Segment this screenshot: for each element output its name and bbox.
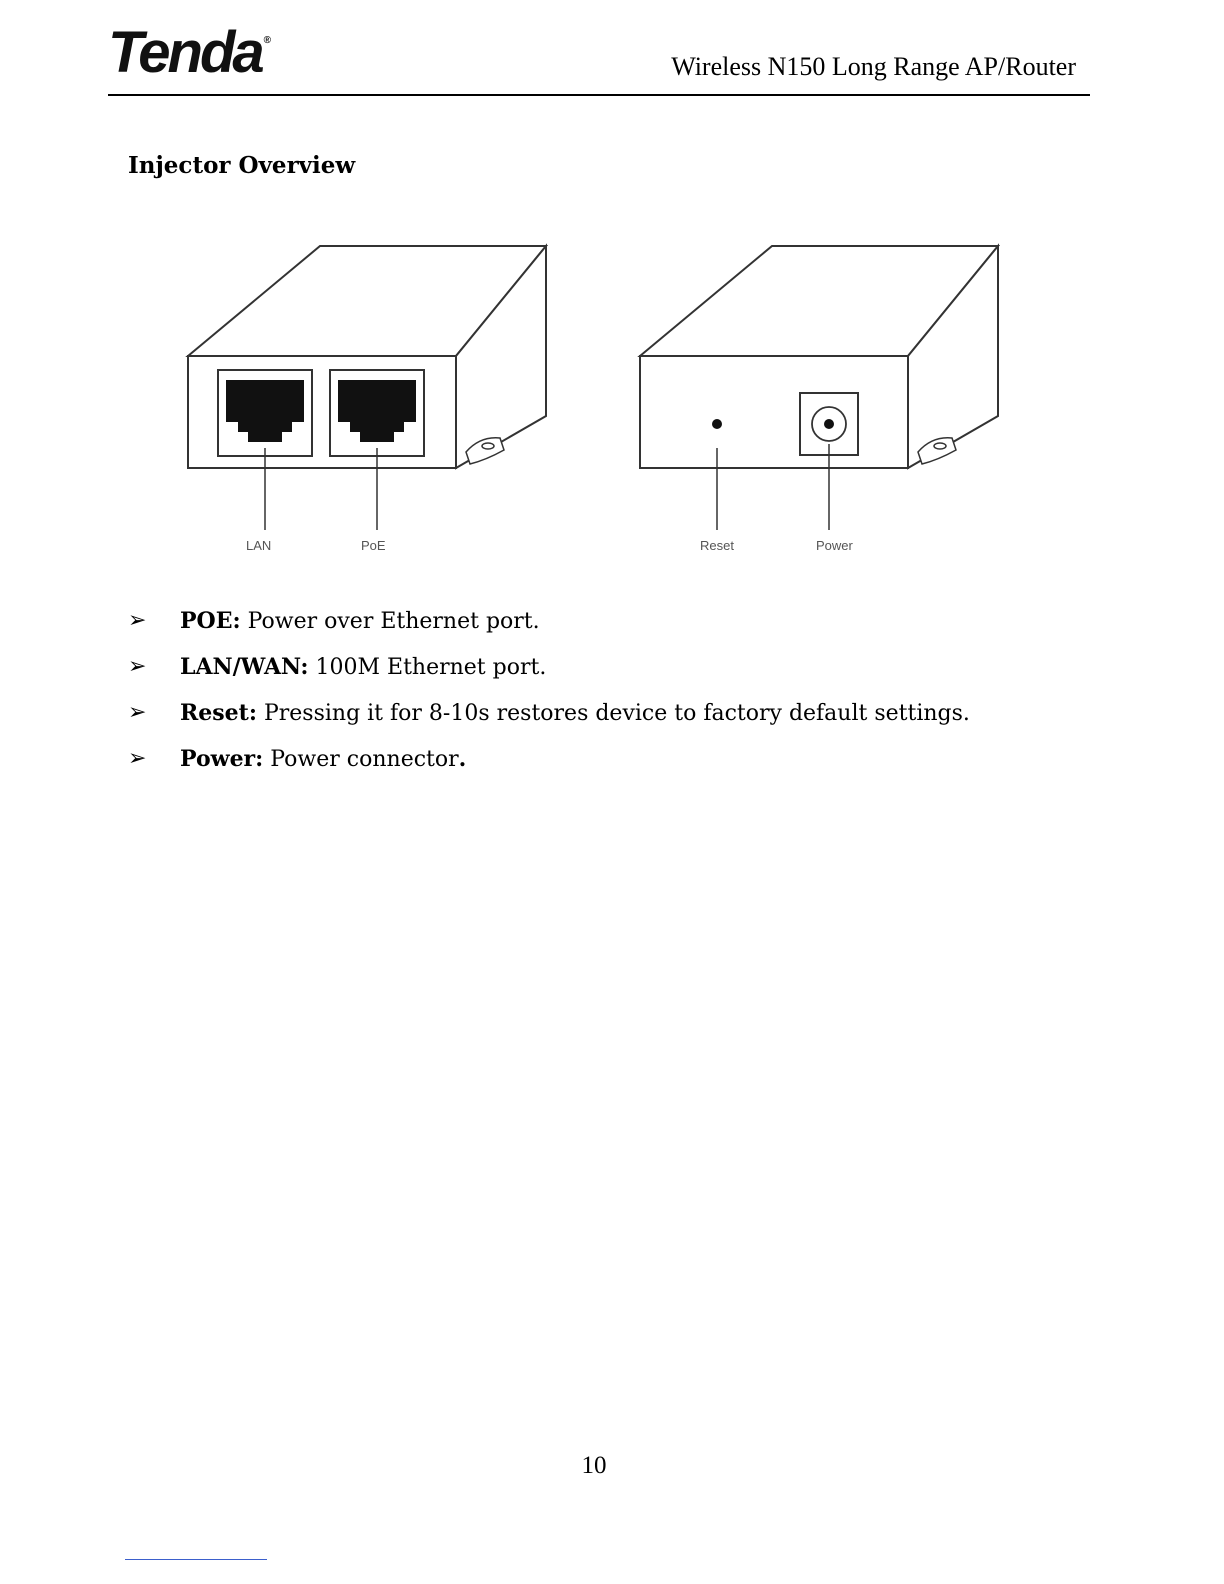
arrow-bullet-icon: ➢ — [128, 700, 147, 725]
list-item-text — [180, 608, 540, 634]
page-number: 10 — [581, 1452, 607, 1479]
item-description: 100M Ethernet port. — [308, 655, 547, 680]
reset-hole-icon — [712, 419, 722, 429]
arrow-bullet-icon: ➢ — [128, 608, 147, 633]
poe-label: PoE — [361, 538, 386, 553]
item-term: Power: — [180, 746, 264, 772]
section-heading: Injector Overview — [128, 152, 356, 179]
brand-logo — [108, 20, 272, 85]
injector-diagram — [180, 238, 1010, 558]
item-description: Power connector — [263, 747, 459, 772]
item-term: POE: — [180, 608, 241, 634]
footnote-divider — [125, 1559, 267, 1560]
list-item-text — [180, 746, 466, 772]
document-title: Wireless N150 Long Range AP/Router — [671, 52, 1076, 81]
reset-label: Reset — [700, 538, 734, 553]
logo-text: Tenda — [108, 20, 262, 85]
list-item-text — [180, 654, 546, 680]
list-item-text — [180, 700, 970, 726]
lan-label: LAN — [246, 538, 272, 553]
arrow-bullet-icon: ➢ — [128, 654, 147, 679]
arrow-bullet-icon: ➢ — [128, 746, 147, 771]
registered-mark: ® — [263, 35, 272, 46]
injector-front-view — [188, 246, 546, 553]
item-description: Power over Ethernet port. — [240, 609, 540, 634]
header-divider — [108, 94, 1090, 96]
item-description: Pressing it for 8-10s restores device to factory default settings. — [256, 701, 970, 726]
power-jack-icon — [824, 419, 834, 429]
power-label: Power — [816, 538, 853, 553]
item-trailing: . — [458, 746, 467, 772]
item-term: LAN/WAN: — [180, 654, 309, 680]
item-term: Reset: — [180, 700, 257, 726]
injector-back-view — [640, 246, 998, 553]
